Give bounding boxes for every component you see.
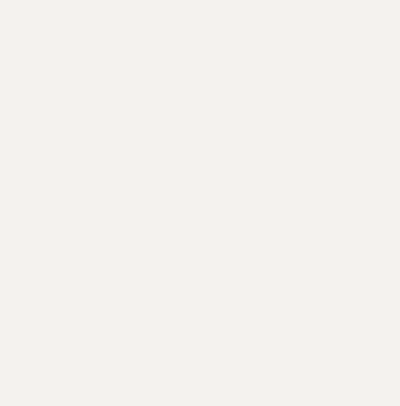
- document-page: [0, 6, 400, 406]
